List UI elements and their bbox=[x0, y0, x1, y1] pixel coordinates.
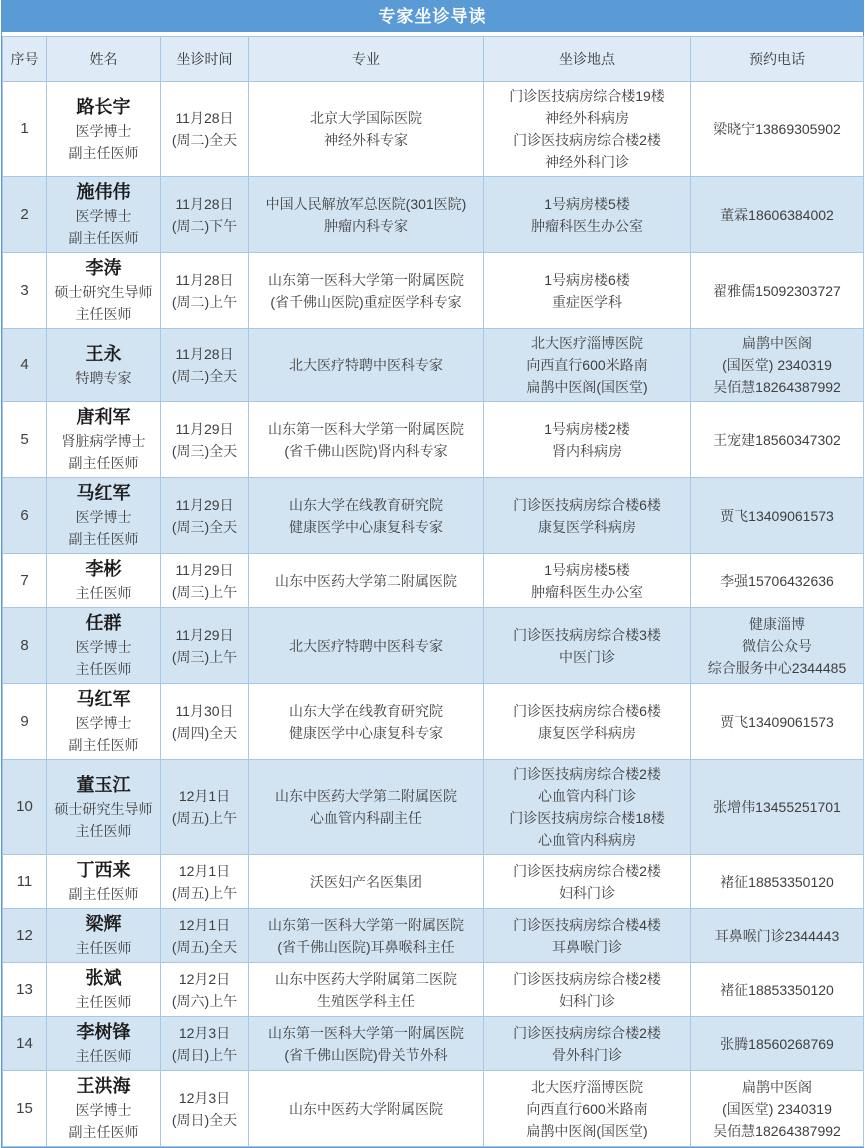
table-row bbox=[3, 1071, 864, 1147]
doctor-name: 路长宇 bbox=[76, 96, 131, 117]
doctor-name-cell bbox=[47, 402, 161, 478]
booking-phone-cell: 褚征18853350120 bbox=[691, 963, 864, 1017]
row-number-cell: 8 bbox=[3, 608, 47, 684]
row-number-cell: 3 bbox=[3, 253, 47, 329]
specialty-cell: 沃医妇产名医集团 bbox=[249, 855, 484, 909]
booking-phone-cell: 贾飞13409061573 bbox=[691, 684, 864, 760]
clinic-time-cell: 11月28日 (周二)上午 bbox=[161, 253, 249, 329]
clinic-time-cell: 11月29日 (周三)上午 bbox=[161, 608, 249, 684]
row-number-cell: 13 bbox=[3, 963, 47, 1017]
doctor-name-cell bbox=[47, 554, 161, 608]
clinic-time-cell: 11月30日 (周四)全天 bbox=[161, 684, 249, 760]
specialty-cell: 中国人民解放军总医院(301医院) 肿瘤内科专家 bbox=[249, 177, 484, 253]
doctor-name-cell bbox=[47, 963, 161, 1017]
doctor-name: 马红军 bbox=[76, 483, 131, 503]
doctor-name: 施伟伟 bbox=[76, 182, 131, 202]
clinic-location-cell: 门诊医技病房综合楼3楼 中医门诊 bbox=[484, 608, 691, 684]
booking-phone-cell: 扁鹊中医阁 (国医堂) 2340319 吴佰慧18264387992 bbox=[691, 1071, 864, 1147]
clinic-location-cell: 门诊医技病房综合楼2楼 妇科门诊 bbox=[484, 963, 691, 1017]
clinic-time-cell: 11月29日 (周三)全天 bbox=[161, 478, 249, 554]
doctor-name: 王永 bbox=[85, 343, 122, 364]
doctor-name-cell bbox=[47, 329, 161, 402]
clinic-location-cell: 1号病房楼2楼 肾内科病房 bbox=[484, 402, 691, 478]
booking-phone-cell: 褚征18853350120 bbox=[691, 855, 864, 909]
column-header-phone: 预约电话 bbox=[691, 37, 864, 82]
doctor-titles: 医学博士 副主任医师 bbox=[68, 715, 139, 753]
clinic-time-cell: 12月1日 (周五)全天 bbox=[161, 909, 249, 963]
doctor-titles: 肾脏病学博士 副主任医师 bbox=[61, 433, 146, 471]
clinic-time-cell: 12月1日 (周五)上午 bbox=[161, 855, 249, 909]
booking-phone-cell: 张增伟13455251701 bbox=[691, 760, 864, 855]
clinic-time-cell: 11月29日 (周三)全天 bbox=[161, 402, 249, 478]
booking-phone-cell: 扁鹊中医阁 (国医堂) 2340319 吴佰慧18264387992 bbox=[691, 329, 864, 402]
doctor-name-cell bbox=[47, 177, 161, 253]
booking-phone-cell: 翟雅儒15092303727 bbox=[691, 253, 864, 329]
row-number-cell: 10 bbox=[3, 760, 47, 855]
booking-phone-cell: 张腾18560268769 bbox=[691, 1017, 864, 1071]
table-row bbox=[3, 177, 864, 253]
table-row bbox=[3, 963, 864, 1017]
doctor-titles: 特聘专家 bbox=[75, 369, 132, 386]
row-number-cell: 5 bbox=[3, 402, 47, 478]
specialty-cell: 山东第一医科大学第一附属医院 (省千佛山医院)耳鼻喉科主任 bbox=[249, 909, 484, 963]
doctor-name: 李涛 bbox=[85, 258, 122, 278]
specialty-cell: 山东中医药大学第二附属医院 bbox=[249, 554, 484, 608]
clinic-location-cell: 门诊医技病房综合楼2楼 妇科门诊 bbox=[484, 855, 691, 909]
doctor-titles: 副主任医师 bbox=[68, 886, 139, 902]
clinic-time-cell: 11月29日 (周三)上午 bbox=[161, 554, 249, 608]
doctor-name: 丁西来 bbox=[76, 860, 131, 880]
clinic-location-cell: 门诊医技病房综合楼6楼 康复医学科病房 bbox=[484, 684, 691, 760]
clinic-location-cell: 1号病房楼5楼 肿瘤科医生办公室 bbox=[484, 177, 691, 253]
table-header bbox=[3, 37, 864, 82]
row-number-cell: 6 bbox=[3, 478, 47, 554]
clinic-location-cell: 门诊医技病房综合楼6楼 康复医学科病房 bbox=[484, 478, 691, 554]
specialty-cell: 山东大学在线教育研究院 健康医学中心康复科专家 bbox=[249, 478, 484, 554]
clinic-time-cell: 11月28日 (周二)全天 bbox=[161, 82, 249, 177]
doctor-name-cell bbox=[47, 478, 161, 554]
specialty-cell: 北京大学国际医院 神经外科专家 bbox=[249, 82, 484, 177]
row-number-cell: 7 bbox=[3, 554, 47, 608]
clinic-location-cell: 门诊医技病房综合楼4楼 耳鼻喉门诊 bbox=[484, 909, 691, 963]
doctor-name-cell bbox=[47, 608, 161, 684]
doctor-name-cell bbox=[47, 253, 161, 329]
clinic-location-cell: 门诊医技病房综合楼2楼 骨外科门诊 bbox=[484, 1017, 691, 1071]
clinic-location-cell: 北大医疗淄博医院 向西直行600米路南 扁鹊中医阁(国医堂) bbox=[484, 329, 691, 402]
booking-phone-cell: 梁晓宁13869305902 bbox=[691, 82, 864, 177]
row-number-cell: 2 bbox=[3, 177, 47, 253]
doctor-name-cell bbox=[47, 909, 161, 963]
doctor-name-cell bbox=[47, 82, 161, 177]
specialty-cell: 山东第一医科大学第一附属医院 (省千佛山医院)骨关节外科 bbox=[249, 1017, 484, 1071]
clinic-location-cell: 北大医疗淄博医院 向西直行600米路南 扁鹊中医阁(国医堂) bbox=[484, 1071, 691, 1147]
doctor-name: 马红军 bbox=[76, 689, 131, 709]
specialty-cell: 山东大学在线教育研究院 健康医学中心康复科专家 bbox=[249, 684, 484, 760]
doctor-name-cell bbox=[47, 1017, 161, 1071]
doctor-titles: 主任医师 bbox=[75, 940, 132, 956]
row-number-cell: 15 bbox=[3, 1071, 47, 1147]
row-number-cell: 12 bbox=[3, 909, 47, 963]
specialty-cell: 北大医疗特聘中医科专家 bbox=[249, 329, 484, 402]
specialty-cell: 山东中医药大学第二附属医院 心血管内科副主任 bbox=[249, 760, 484, 855]
page-title: 专家坐诊导读 bbox=[2, 1, 863, 36]
doctor-name-cell bbox=[47, 855, 161, 909]
clinic-time-cell: 11月28日 (周二)全天 bbox=[161, 329, 249, 402]
specialty-cell: 山东中医药大学附属第二医院 生殖医学科主任 bbox=[249, 963, 484, 1017]
table-row bbox=[3, 253, 864, 329]
column-header-time: 坐诊时间 bbox=[161, 37, 249, 82]
doctor-titles: 医学博士 副主任医师 bbox=[68, 208, 139, 246]
column-header-name: 姓名 bbox=[47, 37, 161, 82]
doctor-name: 任群 bbox=[85, 613, 122, 633]
clinic-location-cell: 1号病房楼6楼 重症医学科 bbox=[484, 253, 691, 329]
booking-phone-cell: 李强15706432636 bbox=[691, 554, 864, 608]
clinic-time-cell: 12月2日 (周六)上午 bbox=[161, 963, 249, 1017]
clinic-time-cell: 11月28日 (周二)下午 bbox=[161, 177, 249, 253]
doctor-name: 张斌 bbox=[85, 968, 122, 988]
schedule-table bbox=[2, 36, 864, 1147]
column-header-specialty: 专业 bbox=[249, 37, 484, 82]
table-row bbox=[3, 554, 864, 608]
table-row bbox=[3, 82, 864, 177]
doctor-name: 梁辉 bbox=[85, 914, 122, 934]
doctor-titles: 硕士研究生导师 主任医师 bbox=[54, 800, 153, 839]
doctor-titles: 医学博士 副主任医师 bbox=[68, 509, 139, 547]
doctor-titles: 医学博士 副主任医师 bbox=[68, 1102, 139, 1140]
clinic-time-cell: 12月3日 (周日)上午 bbox=[161, 1017, 249, 1071]
booking-phone-cell: 贾飞13409061573 bbox=[691, 478, 864, 554]
booking-phone-cell: 王宠建18560347302 bbox=[691, 402, 864, 478]
doctor-name: 唐利军 bbox=[76, 407, 131, 427]
doctor-titles: 医学博士 副主任医师 bbox=[68, 122, 139, 161]
specialty-cell: 山东中医药大学附属医院 bbox=[249, 1071, 484, 1147]
table-row bbox=[3, 402, 864, 478]
doctor-name: 李树锋 bbox=[76, 1022, 131, 1042]
doctor-titles: 硕士研究生导师 主任医师 bbox=[54, 284, 153, 322]
clinic-location-cell: 门诊医技病房综合楼19楼 神经外科病房 门诊医技病房综合楼2楼 神经外科门诊 bbox=[484, 82, 691, 177]
doctor-name: 王洪海 bbox=[76, 1076, 131, 1096]
clinic-location-cell: 1号病房楼5楼 肿瘤科医生办公室 bbox=[484, 554, 691, 608]
booking-phone-cell: 耳鼻喉门诊2344443 bbox=[691, 909, 864, 963]
booking-phone-cell: 董霖18606384002 bbox=[691, 177, 864, 253]
table-row bbox=[3, 760, 864, 855]
table-row bbox=[3, 855, 864, 909]
column-header-location: 坐诊地点 bbox=[484, 37, 691, 82]
booking-phone-cell: 健康淄博 微信公众号 综合服务中心2344485 bbox=[691, 608, 864, 684]
table-row bbox=[3, 608, 864, 684]
clinic-time-cell: 12月3日 (周日)全天 bbox=[161, 1071, 249, 1147]
clinic-location-cell: 门诊医技病房综合楼2楼 心血管内科门诊 门诊医技病房综合楼18楼 心血管内科病房 bbox=[484, 760, 691, 855]
doctor-name-cell bbox=[47, 684, 161, 760]
row-number-cell: 14 bbox=[3, 1017, 47, 1071]
table-row bbox=[3, 478, 864, 554]
row-number-cell: 11 bbox=[3, 855, 47, 909]
column-header-no: 序号 bbox=[3, 37, 47, 82]
doctor-name-cell bbox=[47, 1071, 161, 1147]
specialty-cell: 北大医疗特聘中医科专家 bbox=[249, 608, 484, 684]
row-number-cell: 9 bbox=[3, 684, 47, 760]
schedule-sheet bbox=[1, 0, 864, 1148]
doctor-titles: 主任医师 bbox=[75, 994, 132, 1010]
specialty-cell: 山东第一医科大学第一附属医院 (省千佛山医院)重症医学科专家 bbox=[249, 253, 484, 329]
doctor-name: 董玉江 bbox=[76, 774, 131, 795]
table-row bbox=[3, 329, 864, 402]
table-row bbox=[3, 1017, 864, 1071]
table-body bbox=[3, 82, 864, 1147]
doctor-titles: 主任医师 bbox=[75, 585, 132, 601]
header-row bbox=[3, 37, 864, 82]
doctor-titles: 主任医师 bbox=[75, 1048, 132, 1064]
table-row bbox=[3, 684, 864, 760]
doctor-name-cell bbox=[47, 760, 161, 855]
specialty-cell: 山东第一医科大学第一附属医院 (省千佛山医院)肾内科专家 bbox=[249, 402, 484, 478]
doctor-titles: 医学博士 主任医师 bbox=[75, 639, 132, 677]
doctor-name: 李彬 bbox=[85, 559, 122, 579]
row-number-cell: 1 bbox=[3, 82, 47, 177]
clinic-time-cell: 12月1日 (周五)上午 bbox=[161, 760, 249, 855]
table-row bbox=[3, 909, 864, 963]
row-number-cell: 4 bbox=[3, 329, 47, 402]
